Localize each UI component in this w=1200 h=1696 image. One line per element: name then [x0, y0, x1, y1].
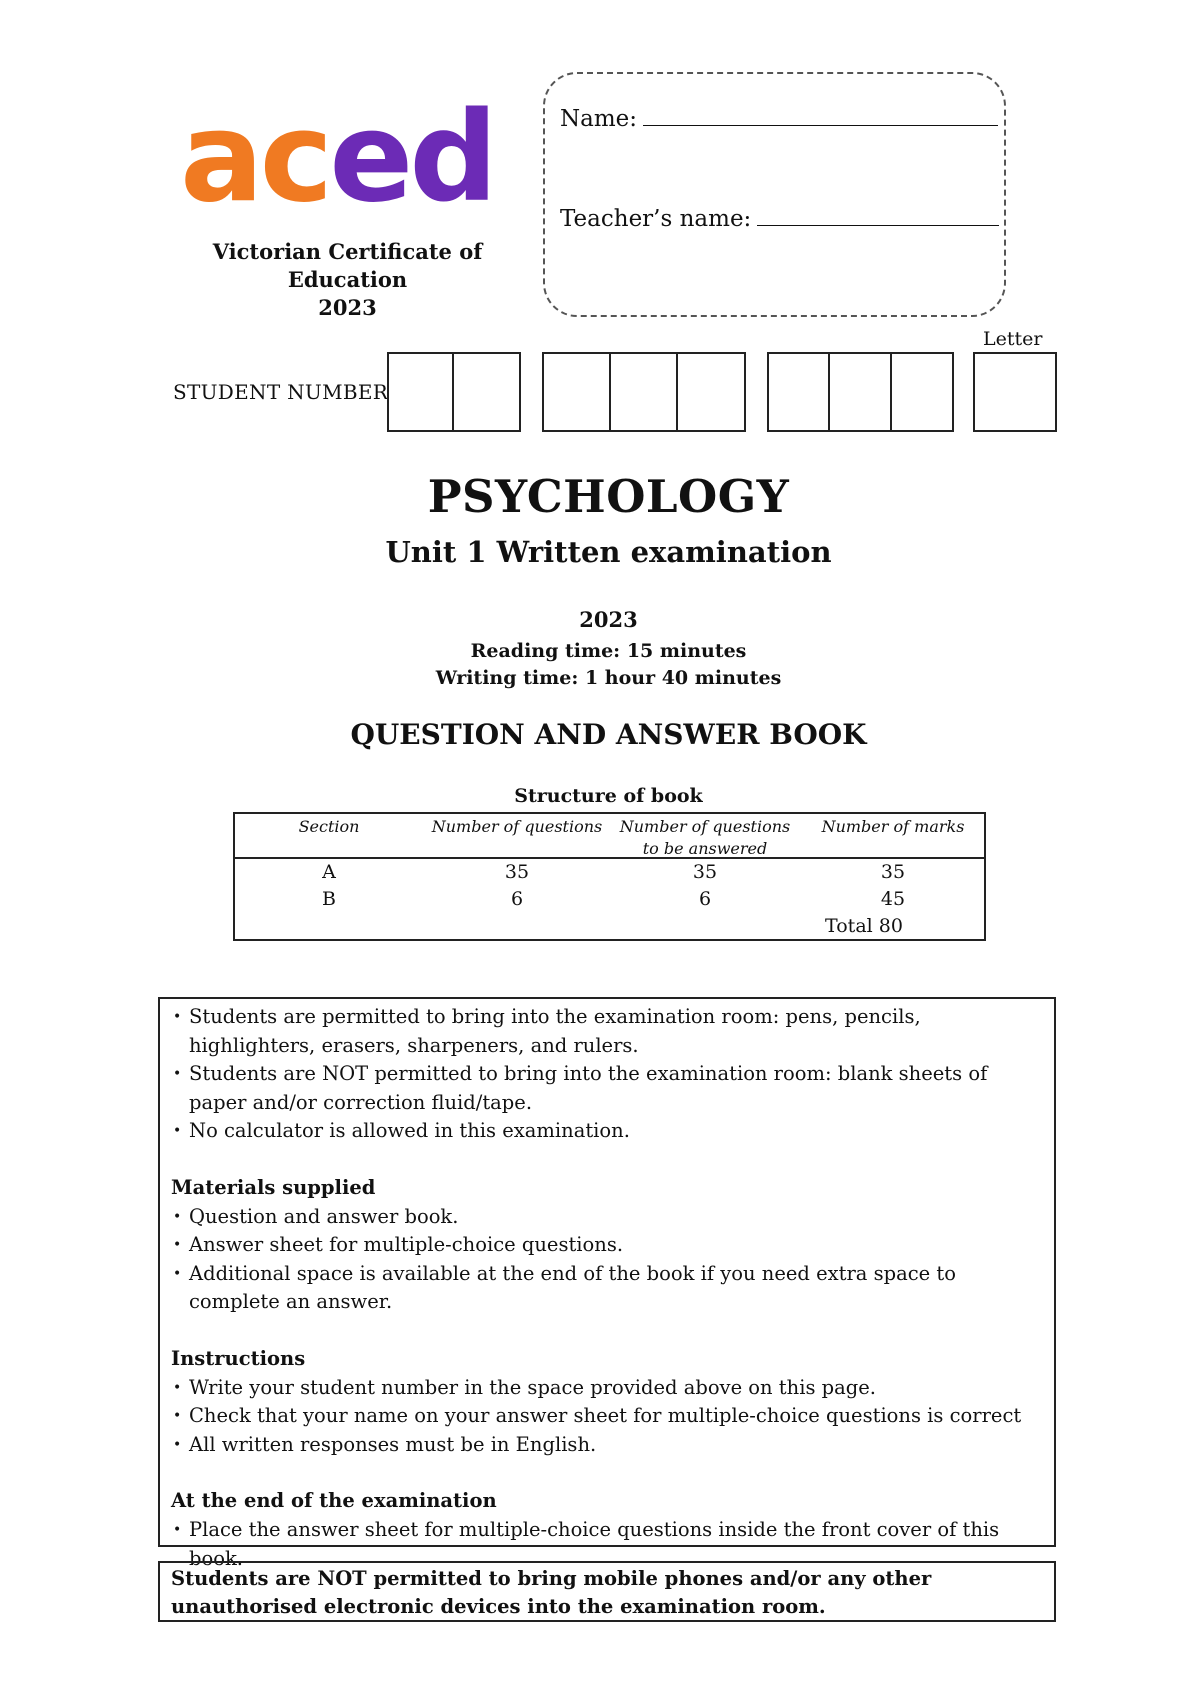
permitted-list — [171, 1003, 1044, 1146]
book-title: QUESTION AND ANSWER BOOK — [350, 718, 867, 751]
row-b-questions: 6 — [510, 888, 524, 910]
header-questions-to-answer-line2: to be answered — [642, 839, 768, 858]
teacher-name-field[interactable] — [560, 205, 999, 232]
instructions-list — [171, 1374, 1044, 1460]
header-number-of-questions: Number of questions — [431, 817, 603, 836]
instructions-heading: Instructions — [171, 1346, 306, 1370]
row-a-answered: 35 — [692, 861, 718, 883]
student-number-box[interactable] — [892, 354, 952, 430]
materials-heading: Materials supplied — [171, 1175, 376, 1199]
student-number-label: STUDENT NUMBER — [173, 380, 389, 404]
list-item: • All written responses must be in English. — [171, 1431, 1044, 1460]
writing-time: Writing time: 1 hour 40 minutes — [435, 667, 782, 689]
student-number-box[interactable] — [611, 354, 678, 430]
name-label: Name: — [560, 106, 638, 132]
aced-logo-text: aced — [180, 86, 495, 208]
structure-title: Structure of book — [514, 785, 703, 807]
row-b-section: B — [322, 888, 336, 910]
total-marks: Total 80 — [825, 915, 903, 937]
reading-time: Reading time: 15 minutes — [470, 640, 747, 662]
exam-year: 2023 — [579, 607, 638, 632]
teacher-name-underline[interactable] — [757, 205, 999, 226]
student-number-box[interactable] — [678, 354, 744, 430]
row-a-questions: 35 — [504, 861, 530, 883]
list-item: • No calculator is allowed in this examination. — [171, 1117, 1044, 1146]
letter-label: Letter — [983, 328, 1043, 350]
header-number-of-marks: Number of marks — [821, 817, 965, 836]
row-a-marks: 35 — [880, 861, 906, 883]
structure-table — [233, 812, 986, 941]
row-b-marks: 45 — [880, 888, 906, 910]
student-number-letter-box[interactable] — [975, 354, 1055, 430]
student-number-letter-group — [973, 352, 1057, 432]
structure-header-row — [235, 814, 984, 859]
list-item: • Additional space is available at the end of the book if you need extra space to complete an answer. — [171, 1260, 1044, 1317]
vce-year: 2023 — [318, 295, 377, 320]
list-item: • Question and answer book. — [171, 1203, 1044, 1232]
student-number-group-1 — [387, 352, 521, 432]
row-b-answered: 6 — [698, 888, 712, 910]
student-number-group-2 — [542, 352, 746, 432]
vce-heading — [200, 238, 495, 322]
end-heading: At the end of the examination — [171, 1489, 497, 1513]
teacher-name-label: Teacher’s name: — [560, 206, 752, 232]
materials-list — [171, 1203, 1044, 1317]
vce-line2: Education — [287, 267, 408, 292]
vce-line1: Victorian Certificate of — [212, 239, 483, 264]
devices-warning: Students are NOT permitted to bring mobile phones and/or any other unauthorised electronic devices into the examination room. — [158, 1561, 1056, 1622]
header-questions-to-answer-line1: Number of questions — [619, 817, 791, 836]
student-number-group-3 — [767, 352, 954, 432]
aced-logo-graphic — [180, 78, 525, 208]
list-item: • Write your student number in the space provided above on this page. — [171, 1374, 1044, 1403]
header-questions-to-answer — [611, 816, 799, 860]
student-number-box[interactable] — [389, 354, 454, 430]
list-item: • Place the answer sheet for multiple-choice questions inside the front cover of this book. — [171, 1516, 1044, 1573]
list-item: • Answer sheet for multiple-choice questions. — [171, 1231, 1044, 1260]
header-section: Section — [298, 817, 360, 836]
list-item: • Students are permitted to bring into the examination room: pens, pencils, highlighters, erasers, sharpeners, and rulers. — [171, 1003, 1044, 1060]
unit-title: Unit 1 Written examination — [385, 535, 832, 569]
list-item: • Students are NOT permitted to bring into the examination room: blank sheets of paper and/or correction fluid/tape. — [171, 1060, 1044, 1117]
row-a-section: A — [322, 861, 336, 883]
aced-logo — [180, 78, 525, 208]
name-field[interactable] — [560, 105, 998, 132]
instructions-box — [158, 997, 1056, 1570]
student-number-box[interactable] — [830, 354, 892, 430]
subject-title: PSYCHOLOGY — [427, 470, 790, 523]
student-number-box[interactable] — [544, 354, 611, 430]
list-item: • Check that your name on your answer sheet for multiple-choice questions is correct — [171, 1402, 1044, 1431]
student-number-box[interactable] — [454, 354, 519, 430]
name-underline[interactable] — [643, 105, 998, 126]
student-number-box[interactable] — [769, 354, 830, 430]
